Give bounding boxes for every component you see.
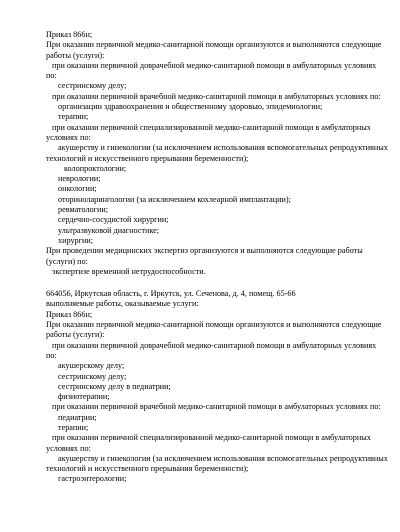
text-line: по:: [46, 350, 57, 360]
text-line: при оказании первичной доврачебной медико-санитарной помощи в амбулаторных условиях: [52, 340, 377, 350]
text-line: экспертизе временной нетрудоспособности.: [52, 266, 206, 276]
text-line: технологий и искусственного прерывания беременности);: [46, 464, 249, 474]
text-line: при оказании первичной врачебной медико-санитарной помощи в амбулаторных условиях по:: [52, 91, 381, 101]
text-line: Приказ 866н;: [46, 30, 93, 39]
text-line: ревматологии;: [58, 205, 109, 215]
text-line: сестринскому делу;: [58, 81, 127, 91]
text-line: При оказании первичной медико-санитарной помощи организуются и выполняются следующие: [46, 40, 382, 50]
text-line: педиатрии;: [58, 412, 97, 422]
text-line: физиотерапии;: [58, 392, 110, 402]
text-line: гастроэнтерологии;: [58, 474, 127, 484]
text-line: сестринскому делу;: [58, 371, 127, 381]
text-line: терапии;: [58, 422, 89, 432]
text-line: организации здравоохранения и общественному здоровью, эпидемиологии;: [58, 102, 323, 112]
text-line: условиях по:: [46, 132, 91, 142]
text-line: технологий и искусственного прерывания беременности);: [46, 153, 249, 163]
text-line: условиях по:: [46, 443, 91, 453]
text-line: При оказании первичной медико-санитарной помощи организуются и выполняются следующие: [46, 320, 382, 330]
text-line: при оказании первичной специализированной медико-санитарной помощи в амбулаторных: [52, 122, 371, 132]
license-works-block-1: [46, 30, 388, 277]
text-line: сестринскому делу в педиатрии;: [58, 381, 171, 391]
text-line: при оказании первичной доврачебной медико-санитарной помощи в амбулаторных условиях: [52, 60, 377, 70]
license-works-block-2: [46, 289, 388, 485]
text-line: терапии;: [58, 112, 89, 122]
block-spacer: [46, 277, 364, 289]
text-line: выполняемые работы, оказываемые услуги:: [46, 299, 199, 309]
text-line: работы (услуги):: [46, 330, 105, 340]
text-line: акушерскому делу;: [58, 361, 125, 371]
text-line: колопроктологии;: [64, 163, 127, 173]
text-line: при оказании первичной специализированной медико-санитарной помощи в амбулаторных: [52, 433, 371, 443]
text-line: при оказании первичной врачебной медико-санитарной помощи в амбулаторных условиях по:: [52, 402, 381, 412]
text-line: (услуги) по:: [46, 256, 88, 266]
text-line: хирургии;: [58, 235, 94, 245]
text-line: Приказ 866н;: [46, 309, 93, 319]
text-line: оториноларингологии (за исключением кохлеарной имплантации);: [58, 194, 291, 204]
text-line: 664056, Иркутская область, г. Иркутск, ул. Сеченова, д. 4, помещ. 65-66: [46, 289, 296, 299]
text-line: онкологии;: [58, 184, 97, 194]
text-line: работы (услуги):: [46, 50, 105, 60]
text-line: неврологии;: [58, 174, 101, 184]
text-line: При проведении медицинских экспертиз организуются и выполняются следующие работы: [46, 246, 363, 256]
text-line: ультразвуковой диагностике;: [58, 225, 160, 235]
text-line: по:: [46, 71, 57, 81]
text-line: акушерству и гинекологии (за исключением использования вспомогательных репродуктивных: [58, 143, 388, 153]
text-line: акушерству и гинекологии (за исключением использования вспомогательных репродуктивных: [58, 453, 388, 463]
text-line: сердечно-сосудистой хирургии;: [58, 215, 169, 225]
